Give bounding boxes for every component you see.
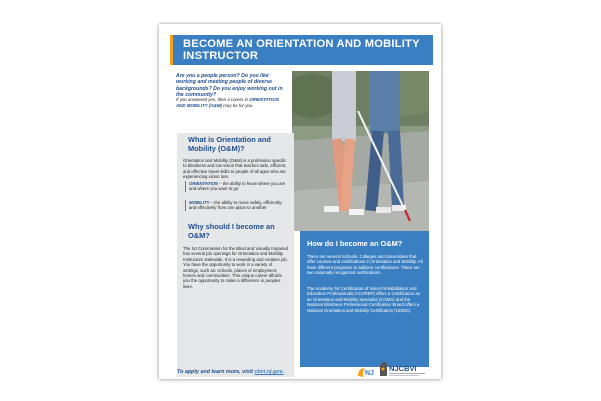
mobility-keyword: MOBILITY <box>189 200 210 205</box>
what-is-body: Orientation and Mobility (O&M) is a profession specific to blindness and low vision that teaches safe, efficient, and effective travel skills to people of all ages who are experiencing vision loss <box>183 158 287 180</box>
intro-question: Are you a people person? Do you like working and meeting people of diverse backgrounds? Do you enjoy working out in the community? <box>176 73 283 99</box>
what-is-heading: What is Orientation and Mobility (O&M)? <box>188 135 271 153</box>
mobility-definition <box>185 200 289 211</box>
intro-answer-prefix: If you answered yes, then a career in <box>176 97 250 102</box>
how-heading: How do I become an O&M? <box>307 239 403 248</box>
footer-link[interactable]: cbvi.nj.gov. <box>254 369 284 375</box>
orientation-definition <box>185 181 289 192</box>
intro-answer <box>176 97 286 108</box>
title-banner <box>170 35 433 65</box>
cane-walk-photo <box>292 71 429 231</box>
how-panel <box>300 231 429 367</box>
how-body-1: There are several Schools, Colleges and Universities that offer courses and certifications in Orientation and Mobility. All have different programs to address certifications. There are two nationally recognized certifications. <box>307 254 423 276</box>
orientation-text: – the ability to know where you are and where you want to go <box>189 181 286 192</box>
njcbvi-logo-text: NJCBVI <box>389 364 417 373</box>
orientation-keyword: ORIENTATION <box>189 181 218 186</box>
nj-logo <box>356 365 376 377</box>
nj-logo-text: NJ <box>365 370 374 377</box>
why-panel <box>177 274 294 377</box>
why-heading: Why should I become an O&M? <box>188 222 275 240</box>
njcbvi-logo <box>378 360 428 378</box>
footer-text: To apply and learn more, visit <box>177 369 255 375</box>
intro-answer-suffix: may be for you. <box>222 102 254 108</box>
how-body-2: The Academy for Certification of Vision Rehabilitation and Education Professionals (ACVREP) offers a Certification as an Orientation and Mobility Specialist (COMS) and the National Blindness Professional Certification Board offers a National Orientation and Mobility Certification (NOMC). <box>307 286 420 313</box>
flyer-page <box>159 24 441 379</box>
why-body: The NJ Commission for the Blind and Visually Impaired has several job openings for Orientation and Mobility Instructors statewide. It is a rewarding and creative job. You have the opportunity to work in a variety of settings, such as: schools, places of employment, homes and communities. This unique career affords you the opportunity to make a difference in peoples lives. <box>183 246 289 289</box>
apply-footer <box>177 369 337 375</box>
page-title: BECOME AN ORIENTATION AND MOBILITY INSTRUCTOR <box>183 38 420 63</box>
mobility-text: – the ability to move safely, efficiently, and effectively from one place to another <box>189 200 283 211</box>
intro-answer-keyword: ORIENTATION AND MOBILITY (O&M) <box>176 97 279 108</box>
